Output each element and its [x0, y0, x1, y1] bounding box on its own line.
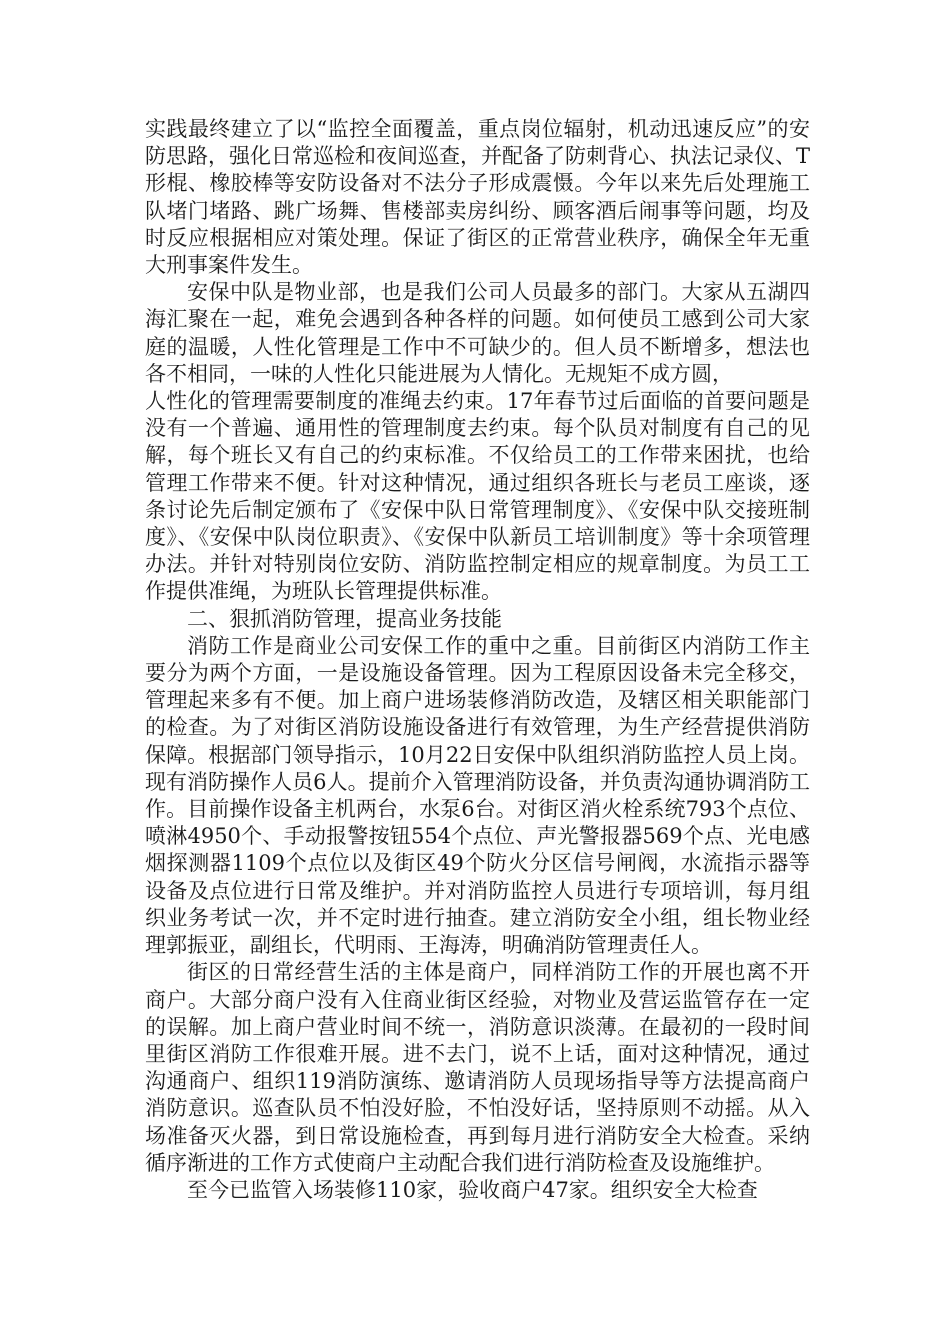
paragraph-security-team-intro: 安保中队是物业部，也是我们公司人员最多的部门。大家从五湖四海汇聚在一起，难免会遇到各种各样的问题。如何使员工感到公司大家庭的温暖，人性化管理是工作中不可缺少的。但人员不断增多，想法也各不相同，一味的人性化只能进展为人情化。无规矩不成方圆，	[145, 280, 810, 386]
paragraph-management-rules: 人性化的管理需要制度的准绳去约束。17年春节过后面临的首要问题是没有一个普遍、通用性的管理制度去约束。每个队员对制度有自己的见解，每个班长又有自己的约束标准。不仅给员工的工作带来困扰，也给管理工作带来不便。针对这种情况，通过组织各班长与老员工座谈，逐条讨论先后制定颁布了《安保中队日常管理制度》、《安保中队交接班制度》、《安保中队岗位职责》、《安保中队新员工培训制度》等十余项管理办法。并针对特别岗位安防、消防监控制定相应的规章制度。为员工工作提供准绳，为班队长管理提供标准。	[145, 389, 810, 604]
section-heading-fire-management: 二、狠抓消防管理，提高业务技能	[187, 606, 502, 631]
document-body	[145, 116, 810, 1204]
paragraph-fire-work-overview: 消防工作是商业公司安保工作的重中之重。目前街区内消防工作主要分为两个方面，一是设施设备管理。因为工程原因设备未完全移交，管理起来多有不便。加上商户进场装修消防改造，及辖区相关职能部门的检查。为了对街区消防设施设备进行有效管理，为生产经营提供消防保障。根据部门领导指示，10月22日安保中队组织消防监控人员上岗。现有消防操作人员6人。提前介入管理消防设备，并负责沟通协调消防工作。目前操作设备主机两台，水泵6台。对街区消火栓系统793个点位、喷淋4950个、手动报警按钮554个点位、声光警报器569个点、光电感烟探测器1109个点位以及街区49个防火分区信号闸阀，水流指示器等设备及点位进行日常及维护。并对消防监控人员进行专项培训，每月组织业务考试一次，并不定时进行抽查。建立消防安全小组，组长物业经理郭振亚，副组长，代明雨、王海涛，明确消防管理责任人。	[145, 633, 810, 958]
paragraph-security-strategy: 实践最终建立了以“监控全面覆盖，重点岗位辐射，机动迅速反应”的安防思路，强化日常巡检和夜间巡查，并配备了防刺背心、执法记录仪、T形棍、橡胶棒等安防设备对不法分子形成震慑。今年以来先后处理施工队堵门堵路、跳广场舞、售楼部卖房纠纷、顾客酒后闹事等问题，均及时反应根据相应对策处理。保证了街区的正常营业秩序，确保全年无重大刑事案件发生。	[145, 117, 811, 278]
paragraph-inspection-stats: 至今已监管入场装修110家，验收商户47家。组织安全大检查	[187, 1177, 758, 1202]
paragraph-merchant-fire-safety: 街区的日常经营生活的主体是商户，同样消防工作的开展也离不开商户。大部分商户没有入住商业街区经验，对物业及营运监管存在一定的误解。加上商户营业时间不统一，消防意识淡薄。在最初的一段时间里街区消防工作很难开展。进不去门，说不上话，面对这种情况，通过沟通商户、组织119消防演练、邀请消防人员现场指导等方法提高商户消防意识。巡查队员不怕没好脸，不怕没好话，坚持原则不动摇。从入场准备灭火器，到日常设施检查，再到每月进行消防安全大检查。采纳循序渐进的工作方式使商户主动配合我们进行消防检查及设施维护。	[145, 960, 810, 1175]
